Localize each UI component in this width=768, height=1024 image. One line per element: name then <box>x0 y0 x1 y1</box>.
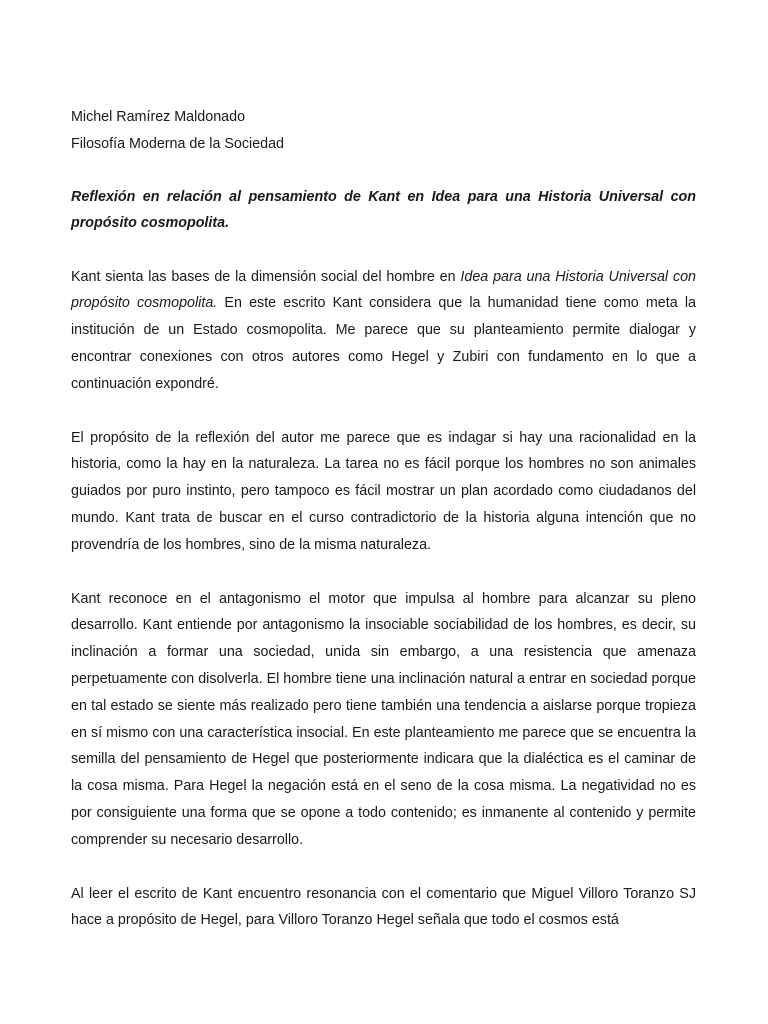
paragraph-3: Kant reconoce en el antagonismo el motor que impulsa al hombre para alcanzar su pleno desarrollo. Kant entiende por antagonismo la insociable sociabilidad de los hombres, es decir, su inclinación a formar una sociedad, unida sin embargo, a una resistencia que amenaza perpetuamente con disolverla. El hombre tiene una inclinación natural a entrar en sociedad porque en tal estado se siente más realizado pero tiene también una tendencia a aislarse porque tropieza en sí mismo con una característica insocial. En este planteamiento me parece que se encuentra la semilla del pensamiento de Hegel que posteriormente indicara que la dialéctica es el caminar de la cosa misma. Para Hegel la negación está en el seno de la cosa misma. La negatividad no es por consiguiente una forma que se opone a todo contenido; es inmanente al contenido y permite comprender su necesario desarrollo. <box>71 590 696 848</box>
document-page <box>71 104 696 934</box>
paragraph-4: Al leer el escrito de Kant encuentro resonancia con el comentario que Miguel Villoro Toranzo SJ hace a propósito de Hegel, para Villoro Toranzo Hegel señala que todo el cosmos está <box>71 885 696 929</box>
work-title-italic: Idea para una Historia Universal con propósito cosmopolita. <box>71 268 696 312</box>
paragraph-1 <box>71 264 696 398</box>
paragraph-2: El propósito de la reflexión del autor me parece que es indagar si hay una racionalidad en la historia, como la hay en la naturaleza. La tarea no es fácil porque los hombres no son animales guiados por puro instinto, pero tampoco es fácil mostrar un plan acordado como ciudadanos del mundo. Kant trata de buscar en el curso contradictorio de la historia alguna intención que no provendría de los hombres, sino de la misma naturaleza. <box>71 429 696 553</box>
course-name: Filosofía Moderna de la Sociedad <box>71 135 284 152</box>
essay-title: Reflexión en relación al pensamiento de Kant en Idea para una Historia Universal con propósito cosmopolita. <box>71 188 696 232</box>
author-name: Michel Ramírez Maldonado <box>71 109 246 125</box>
paragraph-1-rest: En este escrito Kant considera que la humanidad tiene como meta la institución de un Estado cosmopolita. Me parece que su planteamiento permite dialogar y encontrar conexiones con otros autores como Hegel y Zubiri con fundamento en lo que a continuación expondré. <box>71 295 696 392</box>
paragraph-1-lead: Kant sienta las bases de la dimensión social del hombre en <box>71 268 461 285</box>
